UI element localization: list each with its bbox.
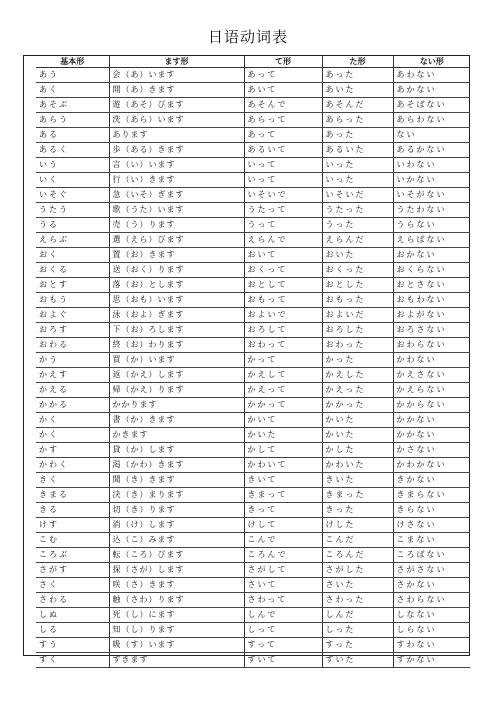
- table-row: [36, 593, 470, 608]
- cell-dictionary-form: いう: [36, 158, 109, 173]
- cell-dictionary-form: すく: [36, 653, 109, 668]
- cell-ta-form: あった: [322, 68, 393, 83]
- table-row: [36, 533, 470, 548]
- table-row: [36, 638, 470, 653]
- cell-te-form: すいて: [244, 653, 322, 668]
- cell-te-form: かして: [244, 443, 322, 458]
- cell-masu-form: 歩（ある）きます: [109, 143, 244, 158]
- cell-nai-form: ころばない: [393, 548, 470, 563]
- cell-masu-form: 貸（か）します: [109, 443, 244, 458]
- cell-dictionary-form: かす: [36, 443, 109, 458]
- cell-dictionary-form: うたう: [36, 203, 109, 218]
- cell-ta-form: さいた: [322, 578, 393, 593]
- cell-ta-form: かえった: [322, 383, 393, 398]
- table-row: [36, 308, 470, 323]
- cell-te-form: きいて: [244, 473, 322, 488]
- cell-nai-form: あかない: [393, 83, 470, 98]
- cell-te-form: かいて: [244, 413, 322, 428]
- cell-masu-form: 決（き）まります: [109, 488, 244, 503]
- cell-nai-form: おわらない: [393, 338, 470, 353]
- cell-ta-form: おいた: [322, 248, 393, 263]
- cell-ta-form: あらった: [322, 113, 393, 128]
- cell-ta-form: おもった: [322, 293, 393, 308]
- cell-dictionary-form: いそぐ: [36, 188, 109, 203]
- cell-masu-form: かきます: [109, 428, 244, 443]
- cell-dictionary-form: かわく: [36, 458, 109, 473]
- cell-te-form: おもって: [244, 293, 322, 308]
- cell-nai-form: えらばない: [393, 233, 470, 248]
- cell-ta-form: うった: [322, 218, 393, 233]
- cell-te-form: いって: [244, 158, 322, 173]
- cell-masu-form: 落（お）とします: [109, 278, 244, 293]
- table-row: [36, 323, 470, 338]
- cell-masu-form: 帰（かえ）ります: [109, 383, 244, 398]
- table-row: [36, 458, 470, 473]
- cell-te-form: ころんで: [244, 548, 322, 563]
- cell-ta-form: かいた: [322, 413, 393, 428]
- cell-nai-form: いそがない: [393, 188, 470, 203]
- header-nai-form: ない形: [393, 56, 470, 68]
- cell-ta-form: いった: [322, 158, 393, 173]
- cell-te-form: いそいで: [244, 188, 322, 203]
- cell-masu-form: 言（い）います: [109, 158, 244, 173]
- cell-dictionary-form: かう: [36, 353, 109, 368]
- cell-dictionary-form: あそぶ: [36, 98, 109, 113]
- cell-dictionary-form: さがす: [36, 563, 109, 578]
- cell-nai-form: うらない: [393, 218, 470, 233]
- cell-nai-form: あらわない: [393, 113, 470, 128]
- cell-te-form: けして: [244, 518, 322, 533]
- table-row: [36, 608, 470, 623]
- cell-ta-form: きまった: [322, 488, 393, 503]
- cell-ta-form: いった: [322, 173, 393, 188]
- cell-dictionary-form: おく: [36, 248, 109, 263]
- cell-dictionary-form: いく: [36, 173, 109, 188]
- table-row: [36, 413, 470, 428]
- cell-dictionary-form: あう: [36, 68, 109, 83]
- table-row: [36, 143, 470, 158]
- cell-dictionary-form: あるく: [36, 143, 109, 158]
- cell-masu-form: 泳（およ）ぎます: [109, 308, 244, 323]
- cell-nai-form: きかない: [393, 473, 470, 488]
- cell-dictionary-form: きく: [36, 473, 109, 488]
- cell-nai-form: かからない: [393, 398, 470, 413]
- cell-ta-form: いそいだ: [322, 188, 393, 203]
- cell-masu-form: 会（あ）います: [109, 68, 244, 83]
- cell-dictionary-form: しる: [36, 623, 109, 638]
- table-row: [36, 368, 470, 383]
- table-row: [36, 293, 470, 308]
- cell-nai-form: かかない: [393, 413, 470, 428]
- cell-dictionary-form: かえす: [36, 368, 109, 383]
- cell-dictionary-form: おろす: [36, 323, 109, 338]
- cell-dictionary-form: うる: [36, 218, 109, 233]
- cell-te-form: さいて: [244, 578, 322, 593]
- table-row: [36, 338, 470, 353]
- table-row: [36, 128, 470, 143]
- table-row: [36, 278, 470, 293]
- cell-te-form: おとして: [244, 278, 322, 293]
- cell-dictionary-form: すう: [36, 638, 109, 653]
- cell-nai-form: かかない: [393, 428, 470, 443]
- cell-masu-form: 洗（あら）います: [109, 113, 244, 128]
- cell-nai-form: かわない: [393, 353, 470, 368]
- cell-nai-form: いわない: [393, 158, 470, 173]
- table-row: [36, 218, 470, 233]
- cell-dictionary-form: かく: [36, 428, 109, 443]
- cell-ta-form: さがした: [322, 563, 393, 578]
- cell-nai-form: おくらない: [393, 263, 470, 278]
- cell-te-form: おわって: [244, 338, 322, 353]
- cell-dictionary-form: おくる: [36, 263, 109, 278]
- cell-te-form: しって: [244, 623, 322, 638]
- cell-dictionary-form: ある: [36, 128, 109, 143]
- header-te-form: て形: [244, 56, 322, 68]
- cell-nai-form: おかない: [393, 248, 470, 263]
- cell-ta-form: しった: [322, 623, 393, 638]
- cell-ta-form: あった: [322, 128, 393, 143]
- cell-dictionary-form: けす: [36, 518, 109, 533]
- cell-ta-form: すった: [322, 638, 393, 653]
- cell-ta-form: すいた: [322, 653, 393, 668]
- cell-ta-form: あそんだ: [322, 98, 393, 113]
- cell-masu-form: 返（かえ）します: [109, 368, 244, 383]
- table-row: [36, 488, 470, 503]
- cell-masu-form: 送（おく）ります: [109, 263, 244, 278]
- cell-nai-form: すわない: [393, 638, 470, 653]
- table-row: [36, 203, 470, 218]
- cell-masu-form: 歌（うた）います: [109, 203, 244, 218]
- cell-masu-form: 触（さわ）ります: [109, 593, 244, 608]
- cell-dictionary-form: あく: [36, 83, 109, 98]
- cell-dictionary-form: およぐ: [36, 308, 109, 323]
- table-row: [36, 98, 470, 113]
- cell-nai-form: かえさない: [393, 368, 470, 383]
- table-row: [36, 548, 470, 563]
- cell-ta-form: けした: [322, 518, 393, 533]
- cell-masu-form: かかります: [109, 398, 244, 413]
- cell-ta-form: かした: [322, 443, 393, 458]
- cell-ta-form: きった: [322, 503, 393, 518]
- cell-dictionary-form: おとす: [36, 278, 109, 293]
- cell-ta-form: えらんだ: [322, 233, 393, 248]
- cell-te-form: えらんで: [244, 233, 322, 248]
- cell-dictionary-form: きまる: [36, 488, 109, 503]
- cell-masu-form: 死（し）にます: [109, 608, 244, 623]
- cell-dictionary-form: えらぶ: [36, 233, 109, 248]
- cell-ta-form: うたった: [322, 203, 393, 218]
- cell-ta-form: こんだ: [322, 533, 393, 548]
- table-row: [36, 443, 470, 458]
- cell-te-form: あって: [244, 128, 322, 143]
- cell-te-form: あって: [244, 68, 322, 83]
- cell-ta-form: しんだ: [322, 608, 393, 623]
- table-row: [36, 173, 470, 188]
- cell-masu-form: 咲（さ）きます: [109, 578, 244, 593]
- cell-nai-form: けさない: [393, 518, 470, 533]
- header-dictionary-form: 基本形: [36, 56, 109, 68]
- cell-te-form: うたって: [244, 203, 322, 218]
- cell-dictionary-form: ころぶ: [36, 548, 109, 563]
- table-row: [36, 68, 470, 83]
- cell-te-form: おろして: [244, 323, 322, 338]
- table-row: [36, 518, 470, 533]
- cell-te-form: かえして: [244, 368, 322, 383]
- cell-ta-form: きいた: [322, 473, 393, 488]
- cell-masu-form: 置（お）きます: [109, 248, 244, 263]
- cell-ta-form: あいた: [322, 83, 393, 98]
- cell-te-form: うって: [244, 218, 322, 233]
- cell-te-form: きまって: [244, 488, 322, 503]
- table-row: [36, 263, 470, 278]
- cell-te-form: しんで: [244, 608, 322, 623]
- cell-masu-form: あります: [109, 128, 244, 143]
- cell-te-form: いって: [244, 173, 322, 188]
- cell-masu-form: 終（お）わります: [109, 338, 244, 353]
- page-title: 日语动词表: [207, 28, 288, 46]
- header-masu-form: ます形: [109, 56, 244, 68]
- cell-nai-form: おもわない: [393, 293, 470, 308]
- cell-te-form: すって: [244, 638, 322, 653]
- cell-nai-form: さがさない: [393, 563, 470, 578]
- cell-nai-form: かさない: [393, 443, 470, 458]
- cell-nai-form: さわらない: [393, 593, 470, 608]
- table-header-row: [36, 56, 470, 68]
- verb-table-frame: [23, 55, 470, 664]
- table-row: [36, 113, 470, 128]
- cell-masu-form: 行（い）きます: [109, 173, 244, 188]
- cell-te-form: かかって: [244, 398, 322, 413]
- cell-te-form: あいて: [244, 83, 322, 98]
- cell-ta-form: おくった: [322, 263, 393, 278]
- cell-nai-form: かえらない: [393, 383, 470, 398]
- table-row: [36, 428, 470, 443]
- cell-te-form: さがして: [244, 563, 322, 578]
- cell-ta-form: およいだ: [322, 308, 393, 323]
- cell-te-form: あるいて: [244, 143, 322, 158]
- cell-masu-form: 書（か）きます: [109, 413, 244, 428]
- table-row: [36, 398, 470, 413]
- cell-nai-form: しなない: [393, 608, 470, 623]
- cell-masu-form: 込（こ）みます: [109, 533, 244, 548]
- table-row: [36, 473, 470, 488]
- cell-dictionary-form: おわる: [36, 338, 109, 353]
- table-row: [36, 83, 470, 98]
- cell-nai-form: こまない: [393, 533, 470, 548]
- cell-masu-form: 急（いそ）ぎます: [109, 188, 244, 203]
- cell-nai-form: あそばない: [393, 98, 470, 113]
- cell-ta-form: おろした: [322, 323, 393, 338]
- cell-masu-form: 消（け）します: [109, 518, 244, 533]
- cell-te-form: きって: [244, 503, 322, 518]
- cell-ta-form: かわいた: [322, 458, 393, 473]
- verb-conjugation-table: [36, 56, 470, 668]
- cell-ta-form: かえした: [322, 368, 393, 383]
- cell-masu-form: 思（おも）います: [109, 293, 244, 308]
- header-ta-form: た形: [322, 56, 393, 68]
- cell-te-form: おくって: [244, 263, 322, 278]
- cell-masu-form: 開（あ）きます: [109, 83, 244, 98]
- cell-te-form: おいて: [244, 248, 322, 263]
- table-row: [36, 563, 470, 578]
- cell-masu-form: すきます: [109, 653, 244, 668]
- cell-dictionary-form: かく: [36, 413, 109, 428]
- table-row: [36, 233, 470, 248]
- cell-masu-form: 渇（かわ）きます: [109, 458, 244, 473]
- cell-te-form: さわって: [244, 593, 322, 608]
- cell-masu-form: 選（えら）びます: [109, 233, 244, 248]
- cell-te-form: かえって: [244, 383, 322, 398]
- cell-ta-form: ころんだ: [322, 548, 393, 563]
- cell-ta-form: さわった: [322, 593, 393, 608]
- cell-masu-form: 売（う）ります: [109, 218, 244, 233]
- cell-nai-form: いかない: [393, 173, 470, 188]
- table-row: [36, 578, 470, 593]
- cell-te-form: あそんで: [244, 98, 322, 113]
- cell-nai-form: しらない: [393, 623, 470, 638]
- cell-nai-form: あわない: [393, 68, 470, 83]
- cell-nai-form: すかない: [393, 653, 470, 668]
- table-row: [36, 158, 470, 173]
- table-row: [36, 188, 470, 203]
- cell-dictionary-form: さわる: [36, 593, 109, 608]
- cell-nai-form: きらない: [393, 503, 470, 518]
- cell-ta-form: あるいた: [322, 143, 393, 158]
- cell-masu-form: 吸（す）います: [109, 638, 244, 653]
- cell-ta-form: かかった: [322, 398, 393, 413]
- cell-dictionary-form: かかる: [36, 398, 109, 413]
- cell-te-form: かって: [244, 353, 322, 368]
- table-row: [36, 383, 470, 398]
- table-row: [36, 248, 470, 263]
- cell-te-form: かいた: [244, 428, 322, 443]
- cell-nai-form: おとさない: [393, 278, 470, 293]
- cell-nai-form: およがない: [393, 308, 470, 323]
- cell-nai-form: ない: [393, 128, 470, 143]
- table-row: [36, 353, 470, 368]
- cell-masu-form: 下（お）ろします: [109, 323, 244, 338]
- cell-dictionary-form: きる: [36, 503, 109, 518]
- cell-dictionary-form: おもう: [36, 293, 109, 308]
- cell-ta-form: おとした: [322, 278, 393, 293]
- cell-ta-form: かいた: [322, 428, 393, 443]
- cell-masu-form: 買（か）います: [109, 353, 244, 368]
- table-row: [36, 623, 470, 638]
- cell-masu-form: 聞（き）きます: [109, 473, 244, 488]
- table-row: [36, 653, 470, 668]
- table-body: [36, 68, 470, 668]
- cell-ta-form: かった: [322, 353, 393, 368]
- cell-masu-form: 転（ころ）びます: [109, 548, 244, 563]
- cell-nai-form: かわかない: [393, 458, 470, 473]
- cell-te-form: こんで: [244, 533, 322, 548]
- cell-nai-form: きまらない: [393, 488, 470, 503]
- cell-dictionary-form: あらう: [36, 113, 109, 128]
- cell-ta-form: おわった: [322, 338, 393, 353]
- cell-masu-form: 探（さが）します: [109, 563, 244, 578]
- cell-nai-form: うたわない: [393, 203, 470, 218]
- cell-masu-form: 切（き）ります: [109, 503, 244, 518]
- cell-te-form: あらって: [244, 113, 322, 128]
- cell-te-form: およいで: [244, 308, 322, 323]
- cell-masu-form: 知（し）ります: [109, 623, 244, 638]
- cell-dictionary-form: さく: [36, 578, 109, 593]
- cell-nai-form: さかない: [393, 578, 470, 593]
- cell-nai-form: あるかない: [393, 143, 470, 158]
- cell-dictionary-form: こむ: [36, 533, 109, 548]
- cell-dictionary-form: しぬ: [36, 608, 109, 623]
- table-row: [36, 503, 470, 518]
- cell-dictionary-form: かえる: [36, 383, 109, 398]
- cell-masu-form: 遊（あそ）びます: [109, 98, 244, 113]
- cell-nai-form: おろさない: [393, 323, 470, 338]
- cell-te-form: かわいて: [244, 458, 322, 473]
